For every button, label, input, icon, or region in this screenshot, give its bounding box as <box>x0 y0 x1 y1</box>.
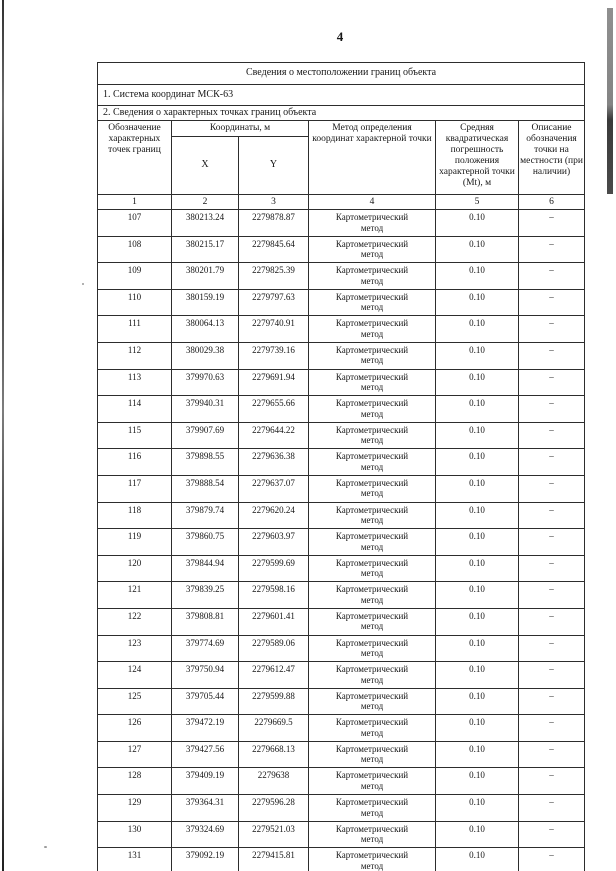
error-cell: 0.10 <box>436 449 519 476</box>
table-row <box>98 396 585 423</box>
scan-right-bar-artifact <box>607 8 613 194</box>
x-coordinate-cell: 379844.94 <box>172 555 239 582</box>
method-cell <box>309 342 436 369</box>
header-x: X <box>172 137 239 195</box>
method-cell <box>309 529 436 556</box>
x-coordinate-cell: 379427.56 <box>172 741 239 768</box>
x-coordinate-cell: 379472.19 <box>172 715 239 742</box>
x-coordinate-cell: 379888.54 <box>172 475 239 502</box>
y-coordinate-cell: 2279669.5 <box>239 715 309 742</box>
description-cell: – <box>519 529 585 556</box>
error-cell: 0.10 <box>436 422 519 449</box>
x-coordinate-cell: 380201.79 <box>172 263 239 290</box>
x-coordinate-cell: 380029.38 <box>172 342 239 369</box>
method-text: Картометрический метод <box>335 318 409 339</box>
method-cell <box>309 449 436 476</box>
description-cell: – <box>519 582 585 609</box>
description-cell: – <box>519 210 585 237</box>
method-cell <box>309 475 436 502</box>
y-coordinate-cell: 2279637.07 <box>239 475 309 502</box>
table-row <box>98 848 585 871</box>
method-text: Картометрический метод <box>335 371 409 393</box>
method-text: Картометрический метод <box>335 823 409 845</box>
error-cell: 0.10 <box>436 821 519 848</box>
y-coordinate-cell: 2279620.24 <box>239 502 309 529</box>
description-cell: – <box>519 422 585 449</box>
method-cell <box>309 741 436 768</box>
error-cell: 0.10 <box>436 741 519 768</box>
description-cell: – <box>519 263 585 290</box>
method-text: Картометрический метод <box>335 557 409 579</box>
header-description: Описание обозначения точки на местности (при наличии) <box>519 121 585 195</box>
error-cell: 0.10 <box>436 529 519 556</box>
method-cell <box>309 236 436 263</box>
point-cell: 131 <box>98 848 172 871</box>
points-section-label: 2. Сведения о характерных точках границ объекта <box>98 106 585 121</box>
table-row <box>98 475 585 502</box>
point-cell: 119 <box>98 529 172 556</box>
table-row <box>98 768 585 795</box>
header-coordinates: Координаты, м <box>172 121 309 137</box>
method-cell <box>309 688 436 715</box>
method-text: Картометрический метод <box>335 690 409 712</box>
method-cell <box>309 662 436 689</box>
method-text: Картометрический метод <box>335 212 409 233</box>
error-cell: 0.10 <box>436 263 519 290</box>
table-row <box>98 608 585 635</box>
y-coordinate-cell: 2279655.66 <box>239 396 309 423</box>
method-text: Картометрический метод <box>335 610 409 632</box>
column-number: 2 <box>172 195 239 210</box>
header-y: Y <box>239 137 309 195</box>
method-text: Картометрический метод <box>335 344 409 366</box>
method-text: Картометрический метод <box>335 424 409 446</box>
description-cell: – <box>519 741 585 768</box>
error-cell: 0.10 <box>436 236 519 263</box>
description-cell: – <box>519 316 585 343</box>
description-cell: – <box>519 821 585 848</box>
x-coordinate-cell: 379750.94 <box>172 662 239 689</box>
y-coordinate-cell: 2279797.63 <box>239 289 309 316</box>
error-cell: 0.10 <box>436 768 519 795</box>
x-coordinate-cell: 379324.69 <box>172 821 239 848</box>
y-coordinate-cell: 2279599.88 <box>239 688 309 715</box>
header-designation: Обозначение характерных точек границ <box>98 121 172 195</box>
x-coordinate-cell: 379879.74 <box>172 502 239 529</box>
point-cell: 120 <box>98 555 172 582</box>
point-cell: 111 <box>98 316 172 343</box>
table-row <box>98 316 585 343</box>
table-row <box>98 502 585 529</box>
x-coordinate-cell: 379970.63 <box>172 369 239 396</box>
header-row <box>98 121 585 137</box>
table-row <box>98 688 585 715</box>
method-cell <box>309 422 436 449</box>
point-cell: 126 <box>98 715 172 742</box>
y-coordinate-cell: 2279589.06 <box>239 635 309 662</box>
method-cell <box>309 502 436 529</box>
error-cell: 0.10 <box>436 396 519 423</box>
table-row <box>98 422 585 449</box>
method-text: Картометрический метод <box>335 637 409 658</box>
description-cell: – <box>519 795 585 822</box>
header-method <box>309 121 436 195</box>
table-row <box>98 715 585 742</box>
method-cell <box>309 289 436 316</box>
point-cell: 109 <box>98 263 172 290</box>
y-coordinate-cell: 2279596.28 <box>239 795 309 822</box>
scan-speck <box>82 283 84 285</box>
error-cell: 0.10 <box>436 662 519 689</box>
point-cell: 117 <box>98 475 172 502</box>
description-cell: – <box>519 715 585 742</box>
method-text: Картометрический метод <box>335 477 409 499</box>
y-coordinate-cell: 2279521.03 <box>239 821 309 848</box>
x-coordinate-cell: 379898.55 <box>172 449 239 476</box>
point-cell: 130 <box>98 821 172 848</box>
table-row <box>98 635 585 662</box>
table-row <box>98 662 585 689</box>
method-text: Картометрический метод <box>335 584 409 605</box>
method-text: Картометрический метод <box>335 398 409 419</box>
method-cell <box>309 768 436 795</box>
point-cell: 114 <box>98 396 172 423</box>
boundary-points-table <box>97 62 585 871</box>
method-text: Картометрический метод <box>335 451 409 472</box>
description-cell: – <box>519 342 585 369</box>
description-cell: – <box>519 369 585 396</box>
y-coordinate-cell: 2279668.13 <box>239 741 309 768</box>
method-text: Картометрический метод <box>335 743 409 765</box>
description-cell: – <box>519 236 585 263</box>
table-row <box>98 342 585 369</box>
column-number: 5 <box>436 195 519 210</box>
y-coordinate-cell: 2279636.38 <box>239 449 309 476</box>
description-cell: – <box>519 662 585 689</box>
y-coordinate-cell: 2279415.81 <box>239 848 309 871</box>
description-cell: – <box>519 449 585 476</box>
method-cell <box>309 635 436 662</box>
points-rows <box>98 210 585 871</box>
error-cell: 0.10 <box>436 210 519 237</box>
method-cell <box>309 582 436 609</box>
y-coordinate-cell: 2279740.91 <box>239 316 309 343</box>
point-cell: 113 <box>98 369 172 396</box>
error-cell: 0.10 <box>436 795 519 822</box>
point-cell: 118 <box>98 502 172 529</box>
table-row <box>98 795 585 822</box>
x-coordinate-cell: 380213.24 <box>172 210 239 237</box>
error-cell: 0.10 <box>436 342 519 369</box>
method-cell <box>309 263 436 290</box>
page-number: 4 <box>336 29 345 44</box>
method-text: Картометрический метод <box>335 664 409 685</box>
column-number: 3 <box>239 195 309 210</box>
coordinate-system-row <box>98 85 585 106</box>
method-cell <box>309 210 436 237</box>
scan-speck <box>44 846 47 848</box>
table-row <box>98 555 585 582</box>
point-cell: 108 <box>98 236 172 263</box>
method-cell <box>309 316 436 343</box>
table-row <box>98 236 585 263</box>
description-cell: – <box>519 555 585 582</box>
method-text: Картометрический метод <box>335 265 409 286</box>
method-text: Картометрический метод <box>335 291 409 313</box>
method-cell <box>309 608 436 635</box>
point-cell: 112 <box>98 342 172 369</box>
table-row <box>98 741 585 768</box>
method-cell <box>309 396 436 423</box>
method-text: Картометрический метод <box>335 504 409 526</box>
error-cell: 0.10 <box>436 475 519 502</box>
header-method-text: Метод определения координат характерной точки <box>312 123 432 144</box>
point-cell: 124 <box>98 662 172 689</box>
error-cell: 0.10 <box>436 582 519 609</box>
error-cell: 0.10 <box>436 715 519 742</box>
point-cell: 110 <box>98 289 172 316</box>
column-number: 6 <box>519 195 585 210</box>
method-cell <box>309 821 436 848</box>
method-cell <box>309 715 436 742</box>
y-coordinate-cell: 2279644.22 <box>239 422 309 449</box>
point-cell: 122 <box>98 608 172 635</box>
point-cell: 107 <box>98 210 172 237</box>
description-cell: – <box>519 289 585 316</box>
method-text: Картометрический метод <box>335 717 409 738</box>
description-cell: – <box>519 502 585 529</box>
point-cell: 128 <box>98 768 172 795</box>
error-cell: 0.10 <box>436 289 519 316</box>
y-coordinate-cell: 2279845.64 <box>239 236 309 263</box>
table-row <box>98 449 585 476</box>
error-cell: 0.10 <box>436 555 519 582</box>
description-cell: – <box>519 475 585 502</box>
point-cell: 121 <box>98 582 172 609</box>
y-coordinate-cell: 2279599.69 <box>239 555 309 582</box>
method-cell <box>309 848 436 871</box>
point-cell: 127 <box>98 741 172 768</box>
table-row <box>98 263 585 290</box>
point-cell: 125 <box>98 688 172 715</box>
description-cell: – <box>519 608 585 635</box>
x-coordinate-cell: 379808.81 <box>172 608 239 635</box>
x-coordinate-cell: 379907.69 <box>172 422 239 449</box>
column-numbers-row <box>98 195 585 210</box>
error-cell: 0.10 <box>436 635 519 662</box>
error-cell: 0.10 <box>436 688 519 715</box>
y-coordinate-cell: 2279603.97 <box>239 529 309 556</box>
table-row <box>98 529 585 556</box>
table-head-section <box>98 63 585 210</box>
x-coordinate-cell: 380215.17 <box>172 236 239 263</box>
y-coordinate-cell: 2279878.87 <box>239 210 309 237</box>
error-cell: 0.10 <box>436 369 519 396</box>
table-row <box>98 210 585 237</box>
table-row <box>98 369 585 396</box>
method-cell <box>309 555 436 582</box>
description-cell: – <box>519 768 585 795</box>
header-error: Средняя квадратическая погрешность положения характерной точки (Мt), м <box>436 121 519 195</box>
x-coordinate-cell: 379860.75 <box>172 529 239 556</box>
description-cell: – <box>519 848 585 871</box>
table-row <box>98 821 585 848</box>
x-coordinate-cell: 380159.19 <box>172 289 239 316</box>
column-number: 1 <box>98 195 172 210</box>
coordinate-system-label: 1. Система координат МСК-63 <box>98 85 585 106</box>
method-text: Картометрический метод <box>335 797 409 818</box>
y-coordinate-cell: 2279739.16 <box>239 342 309 369</box>
y-coordinate-cell: 2279638 <box>239 768 309 795</box>
error-cell: 0.10 <box>436 608 519 635</box>
y-coordinate-cell: 2279691.94 <box>239 369 309 396</box>
method-text: Картометрический метод <box>335 238 409 260</box>
x-coordinate-cell: 379940.31 <box>172 396 239 423</box>
x-coordinate-cell: 379705.44 <box>172 688 239 715</box>
point-cell: 129 <box>98 795 172 822</box>
y-coordinate-cell: 2279598.16 <box>239 582 309 609</box>
x-coordinate-cell: 379092.19 <box>172 848 239 871</box>
table-row <box>98 582 585 609</box>
y-coordinate-cell: 2279825.39 <box>239 263 309 290</box>
table-title-row <box>98 63 585 85</box>
error-cell: 0.10 <box>436 848 519 871</box>
scan-left-edge-artifact <box>2 0 4 871</box>
points-section-row <box>98 106 585 121</box>
y-coordinate-cell: 2279612.47 <box>239 662 309 689</box>
point-cell: 115 <box>98 422 172 449</box>
x-coordinate-cell: 380064.13 <box>172 316 239 343</box>
table-title: Сведения о местоположении границ объекта <box>98 63 585 85</box>
method-text: Картометрический метод <box>335 531 409 552</box>
table-row <box>98 289 585 316</box>
method-cell <box>309 369 436 396</box>
x-coordinate-cell: 379774.69 <box>172 635 239 662</box>
point-cell: 116 <box>98 449 172 476</box>
description-cell: – <box>519 635 585 662</box>
y-coordinate-cell: 2279601.41 <box>239 608 309 635</box>
description-cell: – <box>519 688 585 715</box>
point-cell: 123 <box>98 635 172 662</box>
method-cell <box>309 795 436 822</box>
method-text: Картометрический метод <box>335 770 409 791</box>
description-cell: – <box>519 396 585 423</box>
error-cell: 0.10 <box>436 316 519 343</box>
x-coordinate-cell: 379839.25 <box>172 582 239 609</box>
method-text: Картометрический метод <box>335 850 409 871</box>
column-number: 4 <box>309 195 436 210</box>
x-coordinate-cell: 379364.31 <box>172 795 239 822</box>
x-coordinate-cell: 379409.19 <box>172 768 239 795</box>
error-cell: 0.10 <box>436 502 519 529</box>
